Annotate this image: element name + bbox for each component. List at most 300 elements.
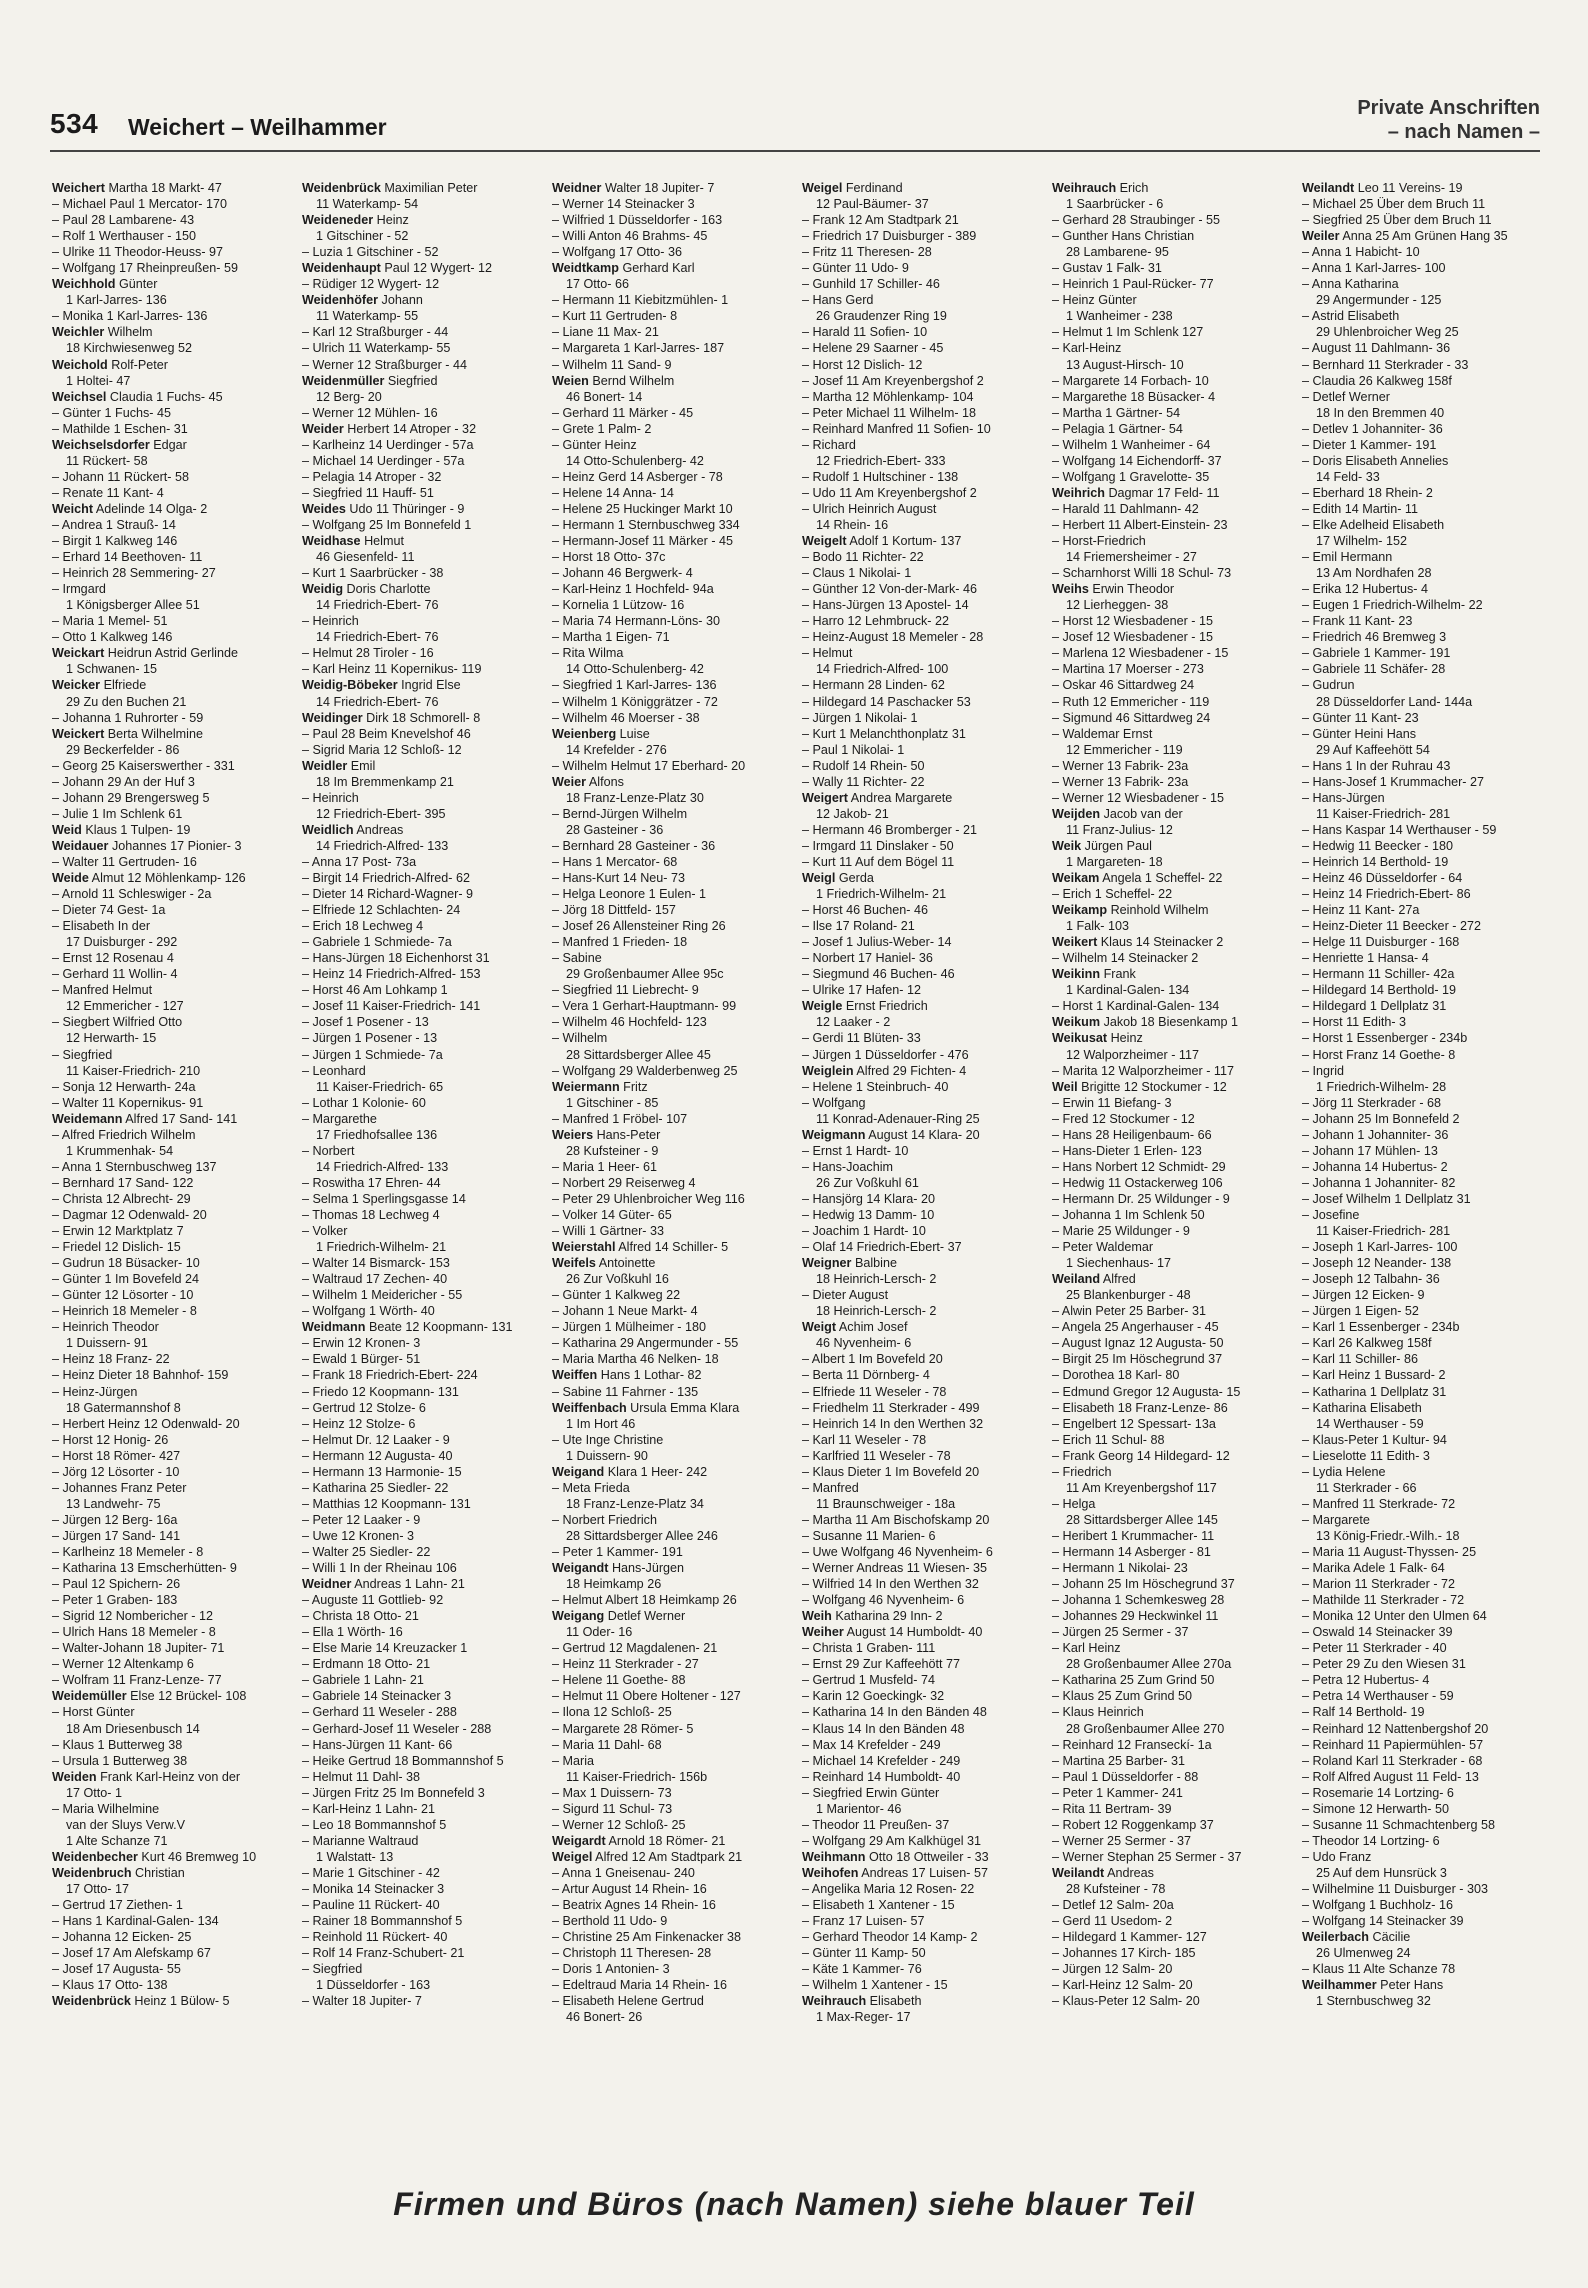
entry-text: Walter 18 Jupiter- 7 xyxy=(604,181,715,195)
directory-entry xyxy=(1052,1608,1288,1624)
directory-entry xyxy=(1302,517,1538,533)
directory-entry xyxy=(52,581,288,597)
directory-entry xyxy=(1052,1640,1288,1656)
entry-text: 26 Zur Voßkuhl 16 xyxy=(566,1272,669,1287)
directory-entry xyxy=(552,1239,788,1255)
directory-entry xyxy=(1302,661,1538,677)
directory-entry xyxy=(1302,886,1538,902)
entry-text: – Josefine xyxy=(1302,1208,1360,1222)
entry-surname: Weides xyxy=(302,501,346,516)
entry-text: – Julie 1 Im Schlenk 61 xyxy=(52,806,183,821)
entry-text: – Joseph 12 Talbahn- 36 xyxy=(1302,1272,1440,1287)
directory-entry xyxy=(302,886,538,902)
directory-entry xyxy=(52,1592,288,1608)
entry-text: – Günter 11 Kamp- 50 xyxy=(802,1946,926,1961)
directory-entry xyxy=(302,389,538,405)
entry-text: – Erwin 12 Marktplatz 7 xyxy=(52,1224,184,1239)
directory-entry xyxy=(552,1640,788,1656)
directory-entry xyxy=(302,1624,538,1640)
entry-text: – Katharina 14 In den Bänden 48 xyxy=(802,1705,987,1720)
directory-entry xyxy=(802,1560,1038,1576)
directory-entry xyxy=(52,1287,288,1303)
entry-text: – Pelagia 1 Gärtner- 54 xyxy=(1052,421,1183,436)
directory-entry xyxy=(1052,276,1288,292)
entry-text: – Udo 11 Am Kreyenbergshof 2 xyxy=(802,485,977,500)
directory-entry xyxy=(552,324,788,340)
directory-entry xyxy=(1302,485,1538,501)
directory-entry xyxy=(802,357,1038,373)
entry-text: – Heinz Günter xyxy=(1052,293,1137,308)
entry-text: – Josef 1 Posener - 13 xyxy=(302,1015,429,1030)
directory-entry xyxy=(552,1079,788,1095)
entry-text: – Ulrich Heinrich August xyxy=(802,501,937,516)
directory-entry xyxy=(52,1351,288,1367)
directory-entry xyxy=(302,244,538,260)
entry-text: – Margareta 1 Karl-Jarres- 187 xyxy=(552,341,725,356)
directory-entry xyxy=(552,357,788,373)
entry-text: – Reinhard Manfred 11 Sofien- 10 xyxy=(802,421,991,436)
entry-text: – Helga Leonore 1 Eulen- 1 xyxy=(552,887,707,902)
entry-text: 11 Waterkamp- 54 xyxy=(316,197,419,212)
directory-entry xyxy=(1302,405,1538,421)
entry-text: 12 Emmericher - 127 xyxy=(66,999,184,1014)
entry-text: Brigitte 12 Stockumer - 12 xyxy=(1081,1079,1227,1094)
directory-entry xyxy=(1052,501,1288,517)
entry-text: – Karl-Heinz 12 Salm- 20 xyxy=(1052,1978,1193,1993)
entry-text: – Gerd 11 Usedom- 2 xyxy=(1052,1914,1173,1929)
directory-entry xyxy=(302,677,538,693)
directory-entry xyxy=(1302,934,1538,950)
entry-text: – Karl 26 Kalkweg 158f xyxy=(1302,1336,1432,1351)
entry-text: – Joseph 12 Neander- 138 xyxy=(1302,1256,1452,1271)
entry-text: – Horst 1 Kardinal-Galen- 134 xyxy=(1052,999,1220,1014)
entry-surname: Weigel xyxy=(802,181,843,195)
directory-entry xyxy=(1302,1640,1538,1656)
directory-entry xyxy=(1052,1255,1288,1271)
entry-text: – Gertrud 12 Stolze- 6 xyxy=(302,1400,426,1415)
entry-text: – Paul 1 Düsseldorfer - 88 xyxy=(1052,1769,1199,1784)
entry-surname: Weidemann xyxy=(52,1111,123,1126)
entry-text: Günter xyxy=(118,277,158,292)
directory-entry xyxy=(552,1448,788,1464)
directory-entry xyxy=(552,1223,788,1239)
directory-entry xyxy=(1302,1528,1538,1544)
entry-text: – Heribert 1 Krummacher- 11 xyxy=(1052,1528,1215,1543)
directory-entry xyxy=(802,389,1038,405)
entry-text: Gerda xyxy=(838,871,874,886)
entry-text: – Mathilde 1 Eschen- 31 xyxy=(52,421,188,436)
entry-text: – Erwin 12 Kronen- 3 xyxy=(302,1336,421,1351)
directory-entry xyxy=(1302,1769,1538,1785)
directory-entry xyxy=(302,934,538,950)
entry-text: – Horst 11 Edith- 3 xyxy=(1302,1015,1407,1030)
directory-entry xyxy=(52,1303,288,1319)
directory-entry xyxy=(802,517,1038,533)
directory-entry xyxy=(302,1897,538,1913)
entry-text: – Heinz 11 Sterkrader - 27 xyxy=(552,1657,699,1672)
directory-entry xyxy=(1052,1801,1288,1817)
entry-text: – Manfred 11 Sterkrade- 72 xyxy=(1302,1496,1456,1511)
entry-text: – Jürgen 1 Nikolai- 1 xyxy=(802,710,918,725)
entry-text: – Heinrich Theodor xyxy=(52,1320,159,1335)
entry-text: – Martina 17 Moerser - 273 xyxy=(1052,662,1204,677)
directory-entry xyxy=(52,469,288,485)
entry-text: 11 Rückert- 58 xyxy=(66,453,148,468)
directory-entry xyxy=(302,661,538,677)
entry-text: – Willi 1 Gärtner- 33 xyxy=(552,1224,664,1239)
directory-entry xyxy=(802,340,1038,356)
entry-text: – Siegfried 11 Hauff- 51 xyxy=(302,485,434,500)
entry-text: 26 Zur Voßkuhl 61 xyxy=(816,1175,919,1190)
entry-surname: Weihrauch xyxy=(1052,181,1117,195)
directory-entry xyxy=(1052,774,1288,790)
directory-entry xyxy=(552,1127,788,1143)
entry-text: 17 Friedhofsallee 136 xyxy=(316,1127,438,1142)
directory-entry xyxy=(802,405,1038,421)
directory-entry xyxy=(552,1432,788,1448)
entry-text: – Frank 11 Kant- 23 xyxy=(1302,614,1413,629)
entry-surname: Weiler xyxy=(1302,229,1340,244)
entry-text: 12 Berg- 20 xyxy=(316,389,382,404)
entry-text: – Siegfried 11 Liebrecht- 9 xyxy=(552,983,699,998)
entry-text: 1 Im Hort 46 xyxy=(566,1416,636,1431)
entry-text: Ferdinand xyxy=(845,181,903,195)
directory-entry xyxy=(1052,950,1288,966)
entry-text: – Rudolf 1 Hultschiner - 138 xyxy=(802,469,959,484)
directory-entry xyxy=(552,1319,788,1335)
entry-text: – Wilhelm 46 Hochfeld- 123 xyxy=(552,1015,707,1030)
entry-text: August 14 Klara- 20 xyxy=(868,1127,980,1142)
directory-entry xyxy=(802,581,1038,597)
entry-text: – Reinhard 11 Papiermühlen- 57 xyxy=(1302,1737,1484,1752)
entry-text: – Heinz 14 Friedrich-Alfred- 153 xyxy=(302,967,481,982)
directory-entry xyxy=(52,742,288,758)
entry-text: – Artur August 14 Rhein- 16 xyxy=(552,1881,707,1896)
entry-text: 1 Saarbrücker - 6 xyxy=(1066,197,1164,212)
entry-text: – Karl 12 Straßburger - 44 xyxy=(302,325,449,340)
directory-entry xyxy=(52,1688,288,1704)
directory-entry xyxy=(52,1849,288,1865)
directory-entry xyxy=(1052,1560,1288,1576)
entry-text: – Hans 28 Heiligenbaum- 66 xyxy=(1052,1127,1212,1142)
entry-text: – Horst 12 Dislich- 12 xyxy=(802,357,923,372)
entry-text: – Waltraud 17 Zechen- 40 xyxy=(302,1272,448,1287)
directory-entry xyxy=(1052,437,1288,453)
directory-entry xyxy=(552,1496,788,1512)
directory-entry xyxy=(1052,1079,1288,1095)
entry-text: 29 Beckerfelder - 86 xyxy=(66,742,180,757)
entry-text: – Scharnhorst Willi 18 Schul- 73 xyxy=(1052,566,1232,581)
directory-entry xyxy=(1302,501,1538,517)
entry-text: – Hans-Jürgen 13 Apostel- 14 xyxy=(802,598,969,613)
directory-entry xyxy=(302,1688,538,1704)
entry-text: – Max 14 Krefelder - 249 xyxy=(802,1737,941,1752)
entry-text: – Helmut 1 Im Schlenk 127 xyxy=(1052,325,1204,340)
entry-text: 1 Alte Schanze 71 xyxy=(66,1833,168,1848)
entry-text: 1 Gitschiner - 85 xyxy=(566,1095,659,1110)
entry-text: 1 Gitschiner - 52 xyxy=(316,229,409,244)
directory-entry xyxy=(302,982,538,998)
entry-text: 11 Waterkamp- 55 xyxy=(316,309,419,324)
directory-entry xyxy=(802,1977,1038,1993)
entry-text: – Jürgen 17 Sand- 141 xyxy=(52,1528,181,1543)
entry-text: – Astrid Elisabeth xyxy=(1302,309,1400,324)
entry-text: Alfred 14 Schiller- 5 xyxy=(618,1240,729,1255)
directory-entry xyxy=(552,1881,788,1897)
directory-entry xyxy=(52,645,288,661)
entry-text: Kurt 46 Bremweg 10 xyxy=(141,1849,257,1864)
entry-text: – Helene 1 Steinbruch- 40 xyxy=(802,1079,949,1094)
directory-entry xyxy=(1302,437,1538,453)
directory-entry xyxy=(302,437,538,453)
directory-entry xyxy=(52,180,288,196)
directory-entry xyxy=(302,1127,538,1143)
entry-text: Otto 18 Ottweiler - 33 xyxy=(868,1849,989,1864)
directory-entry xyxy=(1302,838,1538,854)
directory-entry xyxy=(1052,1063,1288,1079)
entry-text: – Joseph 1 Karl-Jarres- 100 xyxy=(1302,1240,1458,1255)
directory-entry xyxy=(302,1576,538,1592)
entry-surname: Weidenbrück xyxy=(302,181,381,195)
entry-text: – Johann 46 Bergwerk- 4 xyxy=(552,566,693,581)
entry-text: – Siegfried Erwin Günter xyxy=(802,1785,940,1800)
entry-text: – Johanna 1 Im Schlenk 50 xyxy=(1052,1208,1205,1222)
directory-entry xyxy=(52,1544,288,1560)
entry-text: – Werner 12 Altenkamp 6 xyxy=(52,1657,194,1672)
entry-text: 26 Graudenzer Ring 19 xyxy=(816,309,947,324)
directory-entry xyxy=(1302,1881,1538,1897)
entry-text: – Horst-Friedrich xyxy=(1052,534,1146,549)
directory-entry xyxy=(52,212,288,228)
entry-text: – Marlena 12 Wiesbadener - 15 xyxy=(1052,646,1229,661)
directory-entry xyxy=(1302,613,1538,629)
entry-surname: Weidler xyxy=(302,758,348,773)
entry-text: – Gerhard 11 Weseler - 288 xyxy=(302,1705,457,1720)
directory-entry xyxy=(552,1111,788,1127)
entry-text: – Karlfried 11 Weseler - 78 xyxy=(802,1448,951,1463)
section-title xyxy=(1357,96,1540,144)
entry-text: – Wilfried 1 Düsseldorfer - 163 xyxy=(552,213,723,228)
directory-entry xyxy=(302,645,538,661)
entry-text: – Gabriele 11 Schäfer- 28 xyxy=(1302,662,1446,677)
entry-text: – Wolfgang 17 Otto- 36 xyxy=(552,245,682,260)
directory-entry xyxy=(552,1688,788,1704)
directory-entry xyxy=(1302,774,1538,790)
directory-entry xyxy=(52,806,288,822)
entry-text: 11 Kaiser-Friedrich- 281 xyxy=(1316,806,1451,821)
entry-text: 1 Schwanen- 15 xyxy=(66,662,158,677)
directory-entry xyxy=(552,196,788,212)
entry-text: – Karlheinz 14 Uerdinger - 57a xyxy=(302,437,474,452)
entry-text: – Maria 1 Heer- 61 xyxy=(552,1159,657,1174)
entry-text: August 14 Humboldt- 40 xyxy=(846,1625,983,1640)
directory-entry xyxy=(1302,581,1538,597)
directory-entry xyxy=(1052,886,1288,902)
entry-text: – Günther 12 Von-der-Mark- 46 xyxy=(802,582,978,597)
directory-entry xyxy=(1052,1528,1288,1544)
entry-text: – Gudrun xyxy=(1302,678,1355,693)
directory-entry xyxy=(552,1014,788,1030)
entry-text: – Herbert 11 Albert-Einstein- 23 xyxy=(1052,517,1228,532)
directory-entry xyxy=(302,1159,538,1175)
directory-entry xyxy=(302,1063,538,1079)
entry-text: – Siegbert Wilfried Otto xyxy=(52,1015,183,1030)
directory-entry xyxy=(1302,950,1538,966)
entry-text: – Werner 12 Wiesbadener - 15 xyxy=(1052,790,1224,805)
entry-surname: Weiermann xyxy=(552,1079,620,1094)
entry-text: – Karlheinz 18 Memeler - 8 xyxy=(52,1544,204,1559)
directory-entry xyxy=(1302,549,1538,565)
directory-entry xyxy=(1052,854,1288,870)
entry-text: – Wilhelm Helmut 17 Eberhard- 20 xyxy=(552,758,746,773)
directory-entry xyxy=(52,357,288,373)
directory-entry xyxy=(52,1769,288,1785)
directory-entry xyxy=(802,1175,1038,1191)
directory-entry xyxy=(802,726,1038,742)
entry-text: – Gerhard 11 Märker - 45 xyxy=(552,405,694,420)
directory-entry xyxy=(302,533,538,549)
directory-entry xyxy=(1302,1335,1538,1351)
entry-text: – Wolfgang 29 Am Kalkhügel 31 xyxy=(802,1833,981,1848)
directory-entry xyxy=(1302,1448,1538,1464)
directory-entry xyxy=(1052,1929,1288,1945)
directory-entry xyxy=(52,485,288,501)
directory-entry xyxy=(802,918,1038,934)
entry-surname: Weik xyxy=(1052,838,1082,853)
entry-text: 1 Wanheimer - 238 xyxy=(1066,309,1173,324)
directory-entry xyxy=(1302,1223,1538,1239)
directory-entry xyxy=(802,1111,1038,1127)
entry-text: – Reinhard 12 Franseckí- 1a xyxy=(1052,1737,1212,1752)
entry-surname: Weih xyxy=(802,1609,832,1624)
directory-entry xyxy=(552,677,788,693)
entry-surname: Weidenbruch xyxy=(52,1865,132,1880)
entry-text: – Johann 25 Im Bonnefeld 2 xyxy=(1302,1111,1460,1126)
entry-text: – Manfred 1 Frieden- 18 xyxy=(552,935,688,950)
entry-text: 29 Angermunder - 125 xyxy=(1316,293,1442,308)
entry-text: – Roland Karl 11 Sterkrader - 68 xyxy=(1302,1753,1483,1768)
directory-entry xyxy=(52,1239,288,1255)
entry-text: Dagmar 17 Feld- 11 xyxy=(1108,485,1220,500)
directory-entry xyxy=(302,1384,538,1400)
directory-entry xyxy=(1302,1239,1538,1255)
directory-entry xyxy=(302,1849,538,1865)
entry-text: 11 Kaiser-Friedrich- 210 xyxy=(66,1063,201,1078)
entry-text: – Lieselotte 11 Edith- 3 xyxy=(1302,1448,1430,1463)
directory-entry xyxy=(552,1384,788,1400)
directory-entry xyxy=(802,308,1038,324)
entry-text: – Uwe 12 Kronen- 3 xyxy=(302,1528,415,1543)
entry-text: – Walter 11 Gertruden- 16 xyxy=(52,854,197,869)
entry-text: – Gunther Hans Christian xyxy=(1052,229,1195,244)
directory-entry xyxy=(302,453,538,469)
entry-text: – Lydia Helene xyxy=(1302,1464,1386,1479)
entry-text: – Maria 11 August-Thyssen- 25 xyxy=(1302,1544,1477,1559)
directory-entry xyxy=(52,982,288,998)
directory-entry xyxy=(552,485,788,501)
directory-entry xyxy=(1302,710,1538,726)
directory-entry xyxy=(52,1512,288,1528)
entry-text: 12 Friedrich-Ebert- 395 xyxy=(316,806,446,821)
directory-entry xyxy=(1052,1223,1288,1239)
entry-text: – Josef 17 Am Alefskamp 67 xyxy=(52,1946,211,1961)
directory-entry xyxy=(552,1833,788,1849)
directory-entry xyxy=(302,1801,538,1817)
entry-text: 11 Kaiser-Friedrich- 281 xyxy=(1316,1224,1451,1239)
entry-text: – Werner 25 Sermer - 37 xyxy=(1052,1833,1192,1848)
directory-entry xyxy=(52,533,288,549)
directory-entry xyxy=(1052,758,1288,774)
directory-entry xyxy=(1302,1753,1538,1769)
entry-text: – Elisabeth 18 Franz-Lenze- 86 xyxy=(1052,1400,1228,1415)
directory-entry xyxy=(552,1287,788,1303)
directory-entry xyxy=(302,373,538,389)
directory-entry xyxy=(302,1993,538,2009)
entry-text: – Rosemarie 14 Lortzing- 6 xyxy=(1302,1785,1454,1800)
directory-entry xyxy=(1052,453,1288,469)
entry-text: – Werner Andreas 11 Wiesen- 35 xyxy=(802,1561,988,1576)
entry-surname: Weien xyxy=(552,373,589,388)
entry-text: Alfred xyxy=(1102,1272,1136,1287)
directory-entry xyxy=(1052,1672,1288,1688)
entry-surname: Weil xyxy=(1052,1079,1078,1094)
directory-entry xyxy=(302,902,538,918)
directory-entry xyxy=(1302,1817,1538,1833)
directory-entry xyxy=(52,1753,288,1769)
directory-entry xyxy=(52,1785,288,1801)
directory-entry xyxy=(802,1576,1038,1592)
entry-text: – Katharina Elisabeth xyxy=(1302,1400,1422,1415)
directory-entry xyxy=(552,902,788,918)
directory-entry xyxy=(1302,726,1538,742)
entry-text: – Heinz 11 Kant- 27a xyxy=(1302,903,1420,918)
entry-text: 17 Otto- 17 xyxy=(66,1881,130,1896)
directory-entry xyxy=(1302,1432,1538,1448)
directory-entry xyxy=(552,1945,788,1961)
entry-surname: Weigelt xyxy=(802,534,847,549)
header-rule xyxy=(50,150,1540,152)
entry-text: – Fritz 11 Theresen- 28 xyxy=(802,245,932,260)
directory-entry xyxy=(1052,1239,1288,1255)
directory-entry xyxy=(302,758,538,774)
entry-text: – Werner 12 Straßburger - 44 xyxy=(302,357,467,372)
directory-entry xyxy=(1302,1207,1538,1223)
entry-surname: Weilerbach xyxy=(1302,1930,1369,1945)
entry-text: – Sigrid 12 Nombericher - 12 xyxy=(52,1609,213,1624)
entry-text: – Ulrich Hans 18 Memeler - 8 xyxy=(52,1625,216,1640)
entry-text: – Hermann 46 Bromberger - 21 xyxy=(802,822,977,837)
entry-text: – Johanna 14 Hubertus- 2 xyxy=(1302,1159,1448,1174)
entry-text: 14 Friedrich-Alfred- 133 xyxy=(316,838,449,853)
directory-entry xyxy=(802,806,1038,822)
directory-entry xyxy=(1052,1095,1288,1111)
directory-entry xyxy=(1302,1977,1538,1993)
directory-entry xyxy=(52,565,288,581)
directory-entry xyxy=(52,950,288,966)
directory-entry xyxy=(1302,260,1538,276)
entry-text: 1 Düsseldorfer - 163 xyxy=(316,1978,431,1993)
entry-text: Edgar xyxy=(153,437,187,452)
directory-entry xyxy=(802,1239,1038,1255)
directory-entry xyxy=(552,1271,788,1287)
entry-text: – Katharina 25 Siedler- 22 xyxy=(302,1480,449,1495)
directory-entry xyxy=(802,1127,1038,1143)
directory-entry xyxy=(1052,1913,1288,1929)
entry-text: – Ingrid xyxy=(1302,1063,1345,1078)
entry-text: – Paul 28 Lambarene- 43 xyxy=(52,213,195,228)
directory-entry xyxy=(1302,1111,1538,1127)
directory-entry xyxy=(1302,1287,1538,1303)
